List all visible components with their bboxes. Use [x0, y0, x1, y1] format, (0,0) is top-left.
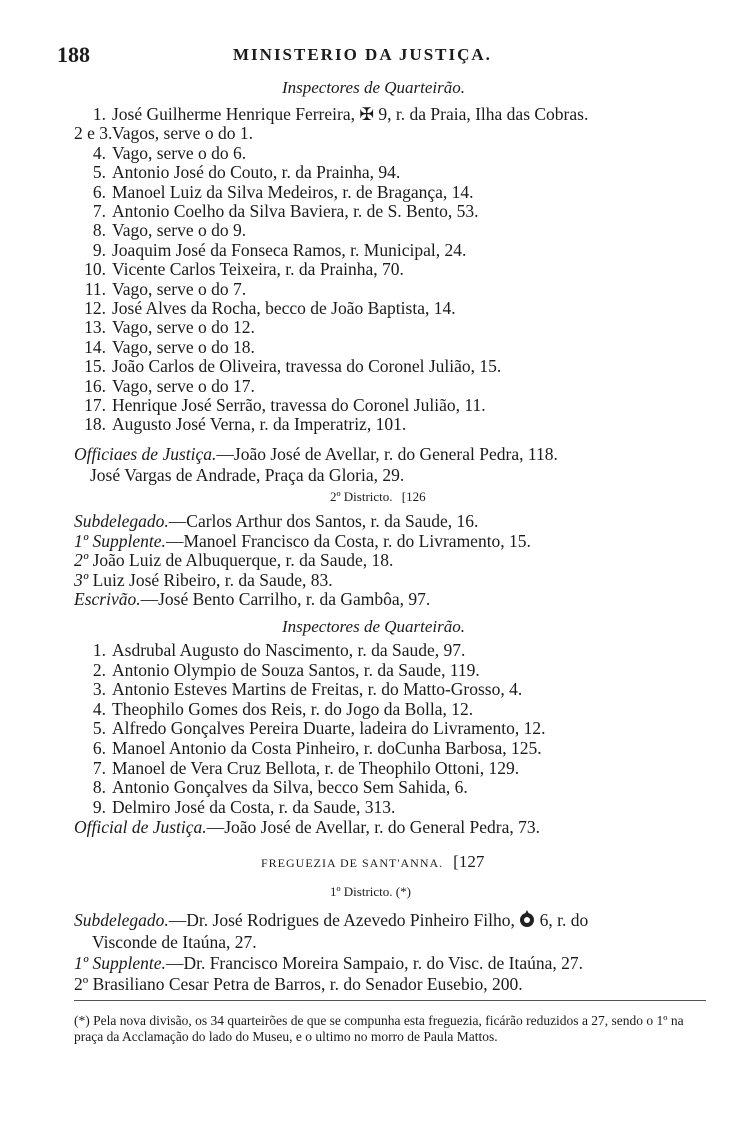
item-text: José Alves da Rocha, becco de João Baptista, 14.: [112, 298, 456, 318]
list-item: [74, 240, 714, 261]
list-item: [74, 640, 714, 661]
list-item: [74, 279, 714, 300]
list-item: [74, 738, 714, 759]
list-item: [74, 414, 714, 435]
district-2-label: 2º Districto.: [330, 489, 393, 504]
list-item: [74, 718, 714, 739]
officer-text: João Luiz de Albuquerque, r. da Saude, 18.: [92, 550, 394, 571]
officer-role: Escrivão.: [74, 589, 141, 610]
officiaes-role: Officiaes de Justiça.: [74, 444, 217, 464]
subdelegado-tail: 6, r. do: [539, 910, 589, 930]
list-item: [74, 123, 714, 144]
item-number: 13.: [84, 317, 106, 338]
item-text: Antonio Olympio de Souza Santos, r. da Saude, 119.: [112, 659, 480, 680]
item-text: Henrique José Serrão, travessa do Coronel Julião, 11.: [112, 395, 486, 415]
item-text: Vicente Carlos Teixeira, r. da Prainha, 70.: [112, 259, 404, 280]
item-text: Vago, serve o do 18.: [112, 336, 255, 357]
item-text: Vago, serve o do 17.: [112, 375, 255, 396]
item-number: 2.: [92, 659, 106, 680]
item-text: Manoel Antonio da Costa Pinheiro, r. doCunha Barbosa, 125.: [112, 738, 542, 758]
item-number: 16.: [84, 375, 106, 396]
list-item: [74, 259, 714, 280]
item-number: 17.: [84, 395, 106, 415]
subdelegado-role: Subdelegado.: [74, 910, 169, 930]
item-text: Alfredo Gonçalves Pereira Duarte, ladeira do Livramento, 12.: [112, 718, 546, 739]
item-number: 3.: [92, 679, 106, 700]
item-number: 7.: [92, 201, 106, 221]
item-text: Antonio Gonçalves da Silva, becco Sem Sahida, 6.: [112, 777, 468, 798]
section-heading-inspectores-2: Inspectores de Quarteirão.: [281, 617, 466, 636]
item-number: 1.: [92, 104, 106, 124]
official-line-2: [74, 817, 540, 838]
list-item: [74, 182, 714, 203]
item-text: Antonio Esteves Martins de Freitas, r. do Matto-Grosso, 4.: [112, 679, 523, 700]
officer-line: [74, 550, 393, 571]
list-item: [74, 143, 714, 164]
officiaes-second: José Vargas de Andrade, Praça da Gloria, 29.: [90, 465, 405, 485]
item-text: Antonio José do Couto, r. da Prainha, 94.: [112, 162, 401, 183]
officer-text: —Manoel Francisco da Costa, r. do Livramento, 15.: [165, 530, 531, 551]
item-number: 8.: [92, 777, 106, 798]
officer-text: Luiz José Ribeiro, r. da Saude, 83.: [92, 569, 333, 590]
list-item: [74, 699, 714, 720]
freguezia-title: FREGUEZIA DE SANT'ANNA.: [261, 856, 444, 870]
list-item: [74, 201, 714, 222]
item-number: 7.: [92, 757, 106, 778]
section-heading-inspectores: Inspectores de Quarteirão.: [281, 78, 466, 97]
officer-line: [74, 589, 430, 610]
item-text: Delmiro José da Costa, r. da Saude, 313.: [112, 796, 396, 817]
item-number: 9.: [92, 796, 106, 817]
officer-line: [74, 570, 333, 591]
list-item: [74, 679, 714, 700]
officer-role: Subdelegado.: [74, 511, 169, 531]
subdelegado-line: [74, 910, 588, 931]
district-2-ref: [126: [401, 489, 426, 504]
item-number: 15.: [84, 356, 106, 377]
order-seal-icon: [519, 910, 535, 928]
item-text: Theophilo Gomes dos Reis, r. do Jogo da Bolla, 12.: [112, 698, 474, 719]
item-text: Vago, serve o do 7.: [112, 278, 247, 299]
item-text: Vago, serve o do 9.: [112, 220, 247, 241]
item-text: Vagos, serve o do 1.: [112, 123, 253, 144]
supplente-2-role: 2º: [74, 974, 89, 994]
officer-line: [74, 511, 478, 532]
supplente-1-role: 1º Supplente.: [74, 953, 166, 973]
item-text: Augusto José Verna, r. da Imperatriz, 101.: [112, 414, 407, 435]
list-item: [74, 298, 714, 319]
supplente-1-line: [74, 953, 583, 974]
district-1-heading: 1º Districto. (*): [330, 884, 411, 899]
item-text: João Carlos de Oliveira, travessa do Coronel Julião, 15.: [112, 356, 502, 377]
item-text: Asdrubal Augusto do Nascimento, r. da Saude, 97.: [112, 640, 466, 660]
item-text: José Guilherme Henrique Ferreira, ✠ 9, r. da Praia, Ilha das Cobras.: [112, 104, 589, 124]
list-item: [74, 220, 714, 241]
subdelegado-text: —Dr. José Rodrigues de Azevedo Pinheiro Filho,: [168, 910, 515, 930]
item-number: 18.: [84, 414, 106, 435]
officer-text: —Carlos Arthur dos Santos, r. da Saude, 16.: [168, 511, 479, 531]
item-number: 2 e 3.: [74, 123, 113, 144]
item-number: 10.: [84, 259, 106, 280]
list-item: [74, 317, 714, 338]
freguezia-ref: [127: [453, 852, 485, 871]
item-number: 6.: [92, 181, 106, 202]
list-item: [74, 395, 714, 416]
item-text: Manoel de Vera Cruz Bellota, r. de Theophilo Ottoni, 129.: [112, 757, 520, 778]
item-text: Antonio Coelho da Silva Baviera, r. de S. Bento, 53.: [112, 201, 479, 221]
officer-role: 3º: [74, 569, 89, 590]
item-number: 8.: [92, 220, 106, 241]
item-text: Joaquim José da Fonseca Ramos, r. Municipal, 24.: [112, 239, 467, 260]
item-number: 4.: [92, 142, 106, 163]
officer-role: 1º Supplente.: [74, 530, 166, 551]
item-number: 11.: [84, 278, 106, 299]
list-item: [74, 797, 714, 818]
officiaes-line: [74, 444, 558, 465]
supplente-1-text: —Dr. Francisco Moreira Sampaio, r. do Visc. de Itaúna, 27.: [165, 953, 584, 973]
officiaes-text: —João José de Avellar, r. do General Pedra, 118.: [216, 444, 558, 464]
freguezia-heading: [261, 852, 484, 872]
item-number: 14.: [84, 336, 106, 357]
running-title: MINISTERIO DA JUSTIÇA.: [233, 45, 492, 64]
list-item: [74, 104, 714, 125]
subdelegado-continuation: Visconde de Itaúna, 27.: [92, 932, 257, 952]
list-item: [74, 660, 714, 681]
page-number: 188: [57, 42, 90, 67]
item-number: 5.: [92, 718, 106, 739]
list-item: [74, 356, 714, 377]
official-role-2: Official de Justiça.: [74, 817, 207, 837]
list-item: [74, 162, 714, 183]
list-item: [74, 376, 714, 397]
item-number: 12.: [84, 298, 106, 318]
item-number: 5.: [92, 162, 106, 183]
list-item: [74, 337, 714, 358]
official-text-2: —João José de Avellar, r. do General Pedra, 73.: [206, 817, 541, 837]
supplente-2-line: [74, 974, 523, 995]
item-text: Manoel Luiz da Silva Medeiros, r. de Bragança, 14.: [112, 181, 474, 202]
officer-line: [74, 531, 531, 552]
item-number: 4.: [92, 698, 106, 719]
item-number: 6.: [92, 738, 106, 758]
list-item: [74, 777, 714, 798]
list-item: [74, 758, 714, 779]
item-number: 1.: [92, 640, 106, 660]
item-text: Vago, serve o do 6.: [112, 142, 247, 163]
officer-text: —José Bento Carrilho, r. da Gambôa, 97.: [140, 589, 431, 610]
officer-role: 2º: [74, 550, 89, 571]
district-2-heading: [330, 489, 426, 505]
supplente-2-text: Brasiliano Cesar Petra de Barros, r. do Senador Eusebio, 200.: [92, 974, 523, 994]
item-number: 9.: [92, 239, 106, 260]
item-text: Vago, serve o do 12.: [112, 317, 255, 338]
footnote-rule: [74, 1000, 706, 1001]
footnote: (*) Pela nova divisão, os 34 quarteirões de que se compunha esta freguezia, ficárão reduzidos a 27, sendo o 1º na praça da Acclamação do lado do Museu, e o ultimo no morro de Paula Mattos.: [74, 1013, 684, 1044]
